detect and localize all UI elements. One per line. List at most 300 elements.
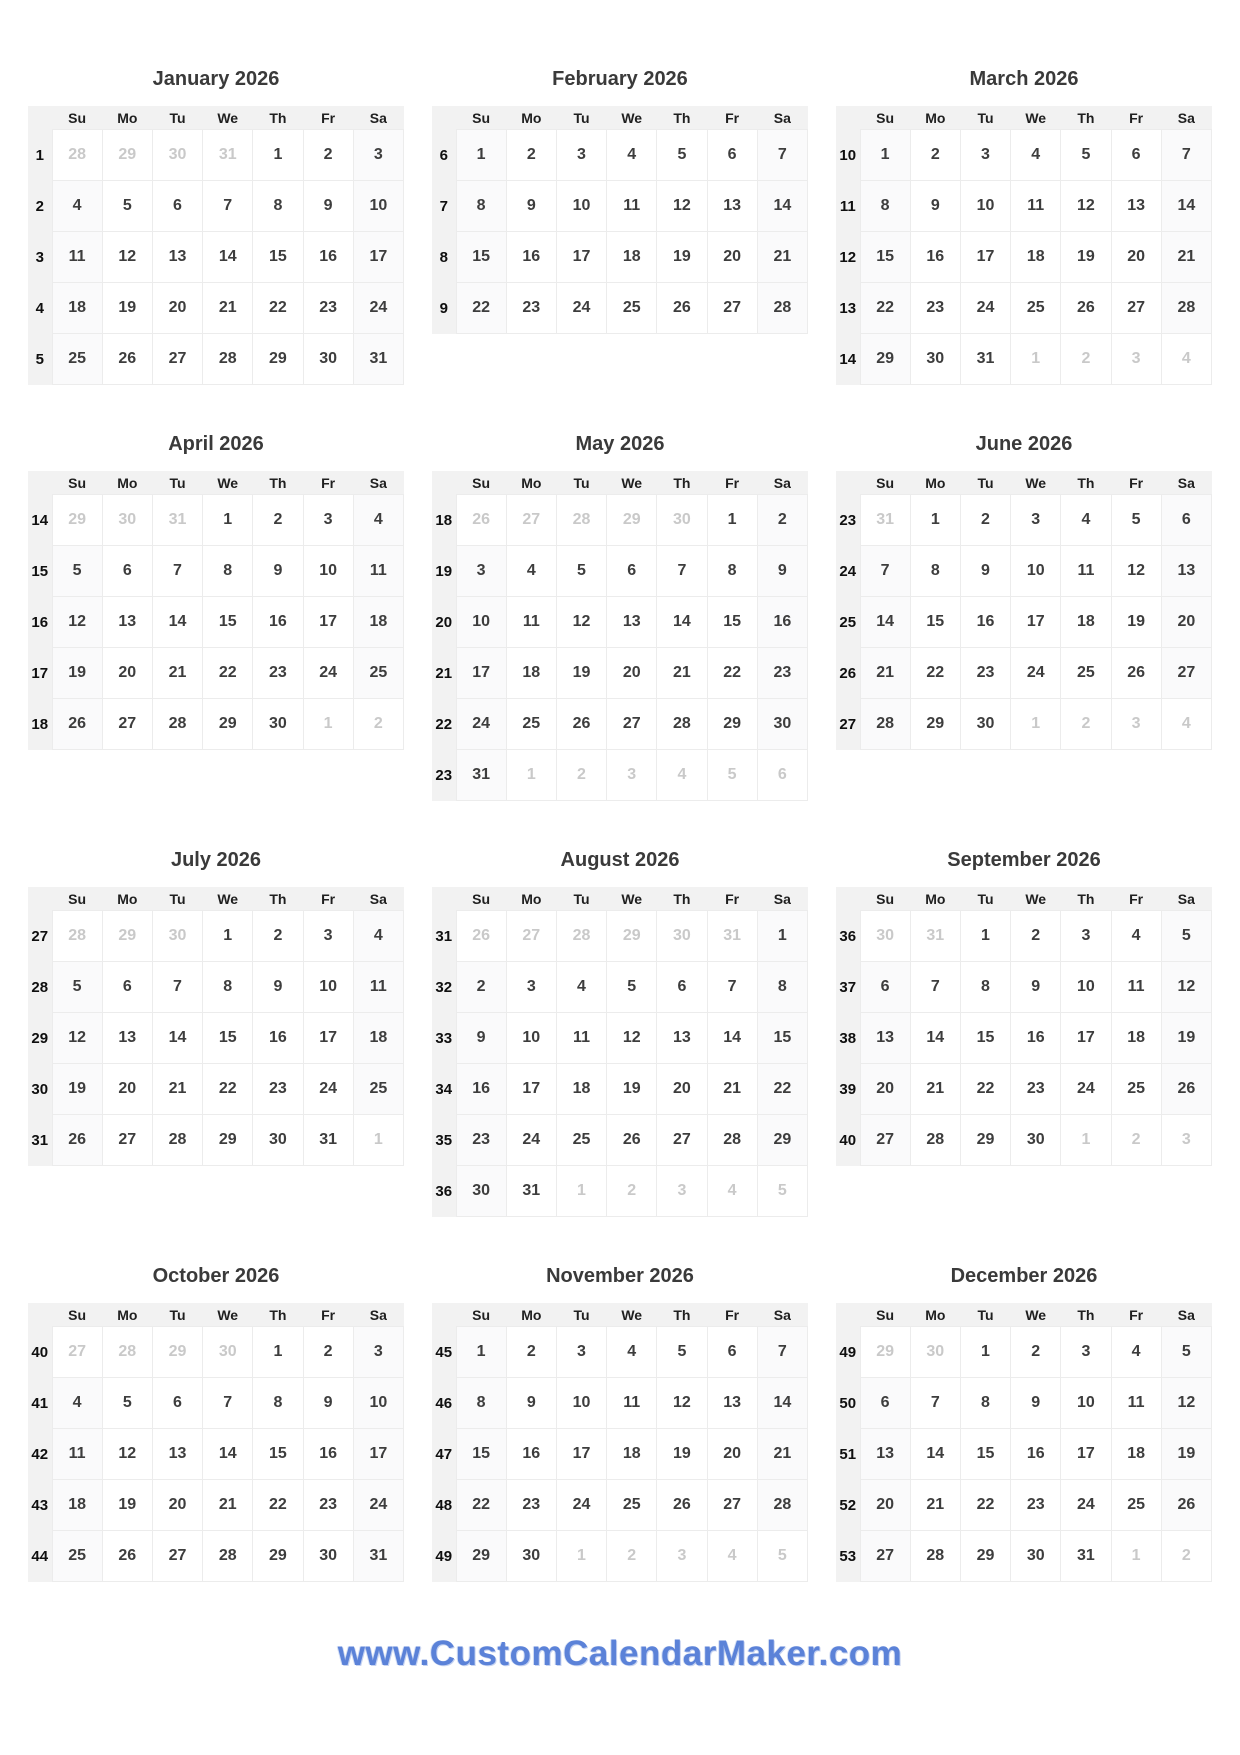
week-number: 7 [432,181,456,232]
week-number: 12 [836,232,860,283]
date-cell: 17 [1061,1013,1111,1064]
date-cell: 25 [353,648,403,699]
date-cell: 11 [353,962,403,1013]
date-cell: 8 [253,1378,303,1429]
date-cell: 30 [456,1166,506,1217]
month-title: March 2026 [969,68,1079,90]
date-cell-adjacent-month: 30 [152,911,202,962]
week-number: 44 [28,1531,52,1582]
date-cell: 21 [860,648,910,699]
date-cell: 13 [860,1013,910,1064]
day-header: We [1011,887,1061,911]
date-cell-adjacent-month: 2 [1061,699,1111,750]
date-cell: 5 [657,130,707,181]
week-column-corner [836,887,860,911]
date-cell: 28 [152,1115,202,1166]
week-number: 2 [28,181,52,232]
day-header: We [203,1303,253,1327]
week-number: 52 [836,1480,860,1531]
date-cell: 11 [556,1013,606,1064]
date-cell: 15 [253,232,303,283]
date-cell: 23 [303,283,353,334]
date-cell: 5 [102,1378,152,1429]
date-cell-adjacent-month: 30 [102,495,152,546]
week-number: 4 [28,283,52,334]
date-cell: 27 [152,1531,202,1582]
day-header: Fr [303,106,353,130]
day-header: Th [1061,1303,1111,1327]
day-header: Su [860,887,910,911]
date-cell: 13 [707,181,757,232]
month-grid [836,471,1212,750]
week-number: 40 [836,1115,860,1166]
month-grid [28,1303,404,1582]
day-header: Sa [353,1303,403,1327]
month-grid [28,887,404,1166]
day-header: Th [1061,887,1111,911]
week-number: 32 [432,962,456,1013]
day-header: Mo [102,471,152,495]
date-cell: 3 [1061,911,1111,962]
date-cell: 26 [102,334,152,385]
date-cell-adjacent-month: 29 [607,911,657,962]
date-cell: 3 [556,130,606,181]
date-cell: 20 [860,1064,910,1115]
date-cell-adjacent-month: 28 [102,1327,152,1378]
day-header: Sa [1161,887,1211,911]
week-number: 53 [836,1531,860,1582]
week-number: 47 [432,1429,456,1480]
date-cell: 10 [303,962,353,1013]
day-header: Fr [707,471,757,495]
day-header: Th [253,106,303,130]
date-cell: 11 [52,1429,102,1480]
date-cell: 31 [353,1531,403,1582]
date-cell: 17 [556,1429,606,1480]
date-cell-adjacent-month: 3 [657,1531,707,1582]
day-header: Th [1061,471,1111,495]
day-header: Fr [303,471,353,495]
day-header: We [607,471,657,495]
date-cell: 14 [203,1429,253,1480]
date-cell: 3 [303,495,353,546]
date-cell: 9 [253,962,303,1013]
date-cell: 15 [203,1013,253,1064]
date-cell: 2 [757,495,807,546]
date-cell: 2 [506,1327,556,1378]
date-cell: 30 [960,699,1010,750]
date-cell: 18 [556,1064,606,1115]
date-cell: 28 [910,1115,960,1166]
date-cell-adjacent-month: 1 [1011,334,1061,385]
date-cell: 7 [707,962,757,1013]
date-cell: 2 [253,911,303,962]
week-number: 10 [836,130,860,181]
date-cell: 23 [456,1115,506,1166]
date-cell-adjacent-month: 30 [657,495,707,546]
date-cell: 29 [253,1531,303,1582]
date-cell: 20 [860,1480,910,1531]
month-grid [432,887,808,1217]
month-june [836,429,1212,750]
day-header: Tu [152,106,202,130]
date-cell-adjacent-month: 29 [152,1327,202,1378]
date-cell: 21 [707,1064,757,1115]
month-title: January 2026 [152,68,280,90]
week-number: 27 [28,911,52,962]
week-number: 5 [28,334,52,385]
day-header: Su [52,1303,102,1327]
date-cell: 26 [1161,1064,1211,1115]
date-cell: 24 [303,648,353,699]
date-cell: 5 [52,546,102,597]
day-header: Fr [1111,1303,1161,1327]
date-cell: 30 [303,334,353,385]
date-cell: 22 [456,283,506,334]
date-cell: 10 [303,546,353,597]
date-cell: 10 [456,597,506,648]
date-cell: 12 [657,1378,707,1429]
date-cell-adjacent-month: 1 [556,1166,606,1217]
day-header: Sa [757,1303,807,1327]
date-cell: 1 [910,495,960,546]
week-number: 21 [432,648,456,699]
month-december [836,1261,1212,1582]
date-cell: 12 [1111,546,1161,597]
date-cell: 9 [303,181,353,232]
date-cell: 4 [52,181,102,232]
date-cell: 28 [707,1115,757,1166]
date-cell: 29 [707,699,757,750]
date-cell: 25 [607,283,657,334]
date-cell: 13 [152,1429,202,1480]
date-cell: 18 [353,1013,403,1064]
date-cell: 22 [203,1064,253,1115]
date-cell: 31 [353,334,403,385]
date-cell: 20 [102,1064,152,1115]
date-cell: 21 [910,1064,960,1115]
date-cell-adjacent-month: 1 [1061,1115,1111,1166]
week-number: 45 [432,1327,456,1378]
date-cell-adjacent-month: 1 [1111,1531,1161,1582]
day-header: Sa [757,106,807,130]
date-cell: 9 [253,546,303,597]
month-july [28,845,404,1166]
day-header: Th [253,887,303,911]
month-august [432,845,808,1217]
date-cell: 30 [1011,1531,1061,1582]
date-cell-adjacent-month: 26 [456,911,506,962]
month-title: August 2026 [560,849,680,871]
date-cell-adjacent-month: 6 [757,750,807,801]
date-cell: 4 [353,495,403,546]
date-cell-adjacent-month: 29 [52,495,102,546]
date-cell: 21 [757,1429,807,1480]
date-cell: 28 [910,1531,960,1582]
date-cell: 24 [506,1115,556,1166]
month-grid [836,106,1212,385]
date-cell: 13 [860,1429,910,1480]
date-cell: 15 [757,1013,807,1064]
week-number: 14 [28,495,52,546]
date-cell: 27 [860,1115,910,1166]
date-cell: 31 [303,1115,353,1166]
date-cell: 24 [456,699,506,750]
date-cell-adjacent-month: 31 [152,495,202,546]
date-cell: 28 [860,699,910,750]
date-cell: 23 [757,648,807,699]
date-cell: 7 [203,181,253,232]
date-cell: 28 [203,334,253,385]
week-number: 28 [28,962,52,1013]
day-header: Fr [1111,887,1161,911]
date-cell: 3 [303,911,353,962]
date-cell: 4 [556,962,606,1013]
date-cell: 8 [203,546,253,597]
week-number: 24 [836,546,860,597]
day-header: Sa [353,471,403,495]
day-header: Fr [707,887,757,911]
date-cell: 19 [102,283,152,334]
date-cell: 8 [757,962,807,1013]
date-cell: 2 [303,1327,353,1378]
date-cell: 16 [456,1064,506,1115]
date-cell: 9 [1011,962,1061,1013]
date-cell: 19 [657,1429,707,1480]
date-cell: 25 [1061,648,1111,699]
week-number: 31 [432,911,456,962]
day-header: Mo [910,471,960,495]
month-grid [432,471,808,801]
day-header: Th [657,1303,707,1327]
date-cell: 30 [253,699,303,750]
day-header: Sa [353,106,403,130]
date-cell: 13 [607,597,657,648]
date-cell: 8 [910,546,960,597]
date-cell: 17 [303,597,353,648]
week-column-corner [432,471,456,495]
date-cell-adjacent-month: 4 [657,750,707,801]
date-cell: 8 [253,181,303,232]
date-cell-adjacent-month: 27 [506,495,556,546]
day-header: Fr [707,106,757,130]
date-cell: 17 [1011,597,1061,648]
date-cell: 2 [253,495,303,546]
date-cell: 15 [253,1429,303,1480]
day-header: Tu [556,471,606,495]
date-cell: 4 [353,911,403,962]
day-header: We [203,471,253,495]
day-header: Th [657,887,707,911]
date-cell: 19 [1161,1429,1211,1480]
date-cell: 1 [253,1327,303,1378]
month-title: September 2026 [947,849,1101,871]
date-cell: 27 [707,283,757,334]
date-cell-adjacent-month: 5 [757,1166,807,1217]
date-cell-adjacent-month: 2 [1111,1115,1161,1166]
date-cell: 11 [52,232,102,283]
month-grid [836,887,1212,1166]
date-cell: 28 [657,699,707,750]
date-cell: 15 [707,597,757,648]
date-cell: 27 [607,699,657,750]
date-cell: 4 [1061,495,1111,546]
day-header: Mo [102,1303,152,1327]
date-cell: 3 [1061,1327,1111,1378]
date-cell-adjacent-month: 27 [506,911,556,962]
date-cell: 5 [102,181,152,232]
date-cell: 8 [456,181,506,232]
date-cell: 19 [1061,232,1111,283]
day-header: Fr [1111,471,1161,495]
date-cell: 6 [102,962,152,1013]
date-cell-adjacent-month: 3 [607,750,657,801]
date-cell: 24 [1011,648,1061,699]
date-cell: 6 [707,1327,757,1378]
day-header: Su [456,106,506,130]
date-cell: 8 [960,962,1010,1013]
date-cell: 6 [102,546,152,597]
day-header: Sa [757,471,807,495]
date-cell-adjacent-month: 2 [1061,334,1111,385]
date-cell: 14 [707,1013,757,1064]
date-cell: 29 [910,699,960,750]
date-cell-adjacent-month: 4 [707,1531,757,1582]
date-cell: 22 [203,648,253,699]
date-cell: 29 [456,1531,506,1582]
date-cell-adjacent-month: 30 [910,1327,960,1378]
week-column-corner [28,106,52,130]
month-grid [836,1303,1212,1582]
date-cell: 20 [657,1064,707,1115]
watermark-link[interactable]: www.CustomCalendarMaker.com [337,1634,903,1673]
week-number: 46 [432,1378,456,1429]
date-cell: 18 [506,648,556,699]
date-cell: 20 [607,648,657,699]
day-header: Tu [960,887,1010,911]
day-header: Fr [303,1303,353,1327]
date-cell: 14 [757,181,807,232]
date-cell: 3 [556,1327,606,1378]
date-cell: 26 [1111,648,1161,699]
date-cell: 13 [1111,181,1161,232]
date-cell-adjacent-month: 31 [910,911,960,962]
date-cell: 26 [52,699,102,750]
date-cell: 6 [1111,130,1161,181]
date-cell: 23 [303,1480,353,1531]
date-cell: 15 [960,1013,1010,1064]
date-cell: 23 [253,648,303,699]
date-cell: 20 [707,1429,757,1480]
week-column-corner [432,106,456,130]
date-cell-adjacent-month: 29 [607,495,657,546]
date-cell: 29 [960,1115,1010,1166]
date-cell-adjacent-month: 30 [203,1327,253,1378]
date-cell: 16 [506,232,556,283]
day-header: We [203,887,253,911]
date-cell: 19 [102,1480,152,1531]
date-cell: 3 [960,130,1010,181]
month-title: October 2026 [152,1265,280,1287]
date-cell-adjacent-month: 3 [1111,334,1161,385]
week-number: 42 [28,1429,52,1480]
date-cell: 5 [52,962,102,1013]
date-cell: 28 [757,283,807,334]
date-cell: 29 [960,1531,1010,1582]
week-number: 49 [432,1531,456,1582]
date-cell: 1 [757,911,807,962]
week-number: 8 [432,232,456,283]
week-number: 49 [836,1327,860,1378]
date-cell: 26 [1061,283,1111,334]
date-cell: 18 [607,1429,657,1480]
date-cell: 13 [152,232,202,283]
date-cell: 22 [456,1480,506,1531]
date-cell: 8 [203,962,253,1013]
day-header: Mo [102,106,152,130]
day-header: Fr [707,1303,757,1327]
date-cell-adjacent-month: 1 [506,750,556,801]
day-header: Fr [1111,106,1161,130]
day-header: Th [253,1303,303,1327]
date-cell: 6 [1161,495,1211,546]
day-header: Sa [1161,471,1211,495]
day-header: Su [456,887,506,911]
date-cell: 7 [910,962,960,1013]
date-cell: 18 [1111,1013,1161,1064]
date-cell-adjacent-month: 29 [860,1327,910,1378]
date-cell: 14 [657,597,707,648]
date-cell: 11 [1111,962,1161,1013]
day-header: We [607,887,657,911]
date-cell: 9 [506,1378,556,1429]
date-cell: 11 [506,597,556,648]
week-number: 25 [836,597,860,648]
date-cell: 17 [353,1429,403,1480]
date-cell: 15 [860,232,910,283]
date-cell: 27 [707,1480,757,1531]
date-cell: 22 [910,648,960,699]
date-cell: 1 [960,1327,1010,1378]
day-header: Fr [303,887,353,911]
day-header: Su [860,471,910,495]
date-cell-adjacent-month: 30 [152,130,202,181]
week-number: 51 [836,1429,860,1480]
date-cell: 25 [607,1480,657,1531]
date-cell: 1 [456,130,506,181]
date-cell: 11 [1061,546,1111,597]
date-cell: 17 [456,648,506,699]
week-number: 36 [432,1166,456,1217]
date-cell: 5 [556,546,606,597]
date-cell: 29 [860,334,910,385]
week-number: 35 [432,1115,456,1166]
date-cell: 12 [607,1013,657,1064]
date-cell: 3 [1011,495,1061,546]
month-title: June 2026 [975,433,1073,455]
date-cell: 17 [303,1013,353,1064]
day-header: Mo [506,471,556,495]
date-cell: 8 [860,181,910,232]
date-cell: 26 [1161,1480,1211,1531]
date-cell: 19 [52,1064,102,1115]
date-cell: 27 [657,1115,707,1166]
date-cell: 4 [607,1327,657,1378]
date-cell: 15 [456,232,506,283]
date-cell: 11 [1011,181,1061,232]
day-header: Sa [757,887,807,911]
date-cell: 11 [607,181,657,232]
